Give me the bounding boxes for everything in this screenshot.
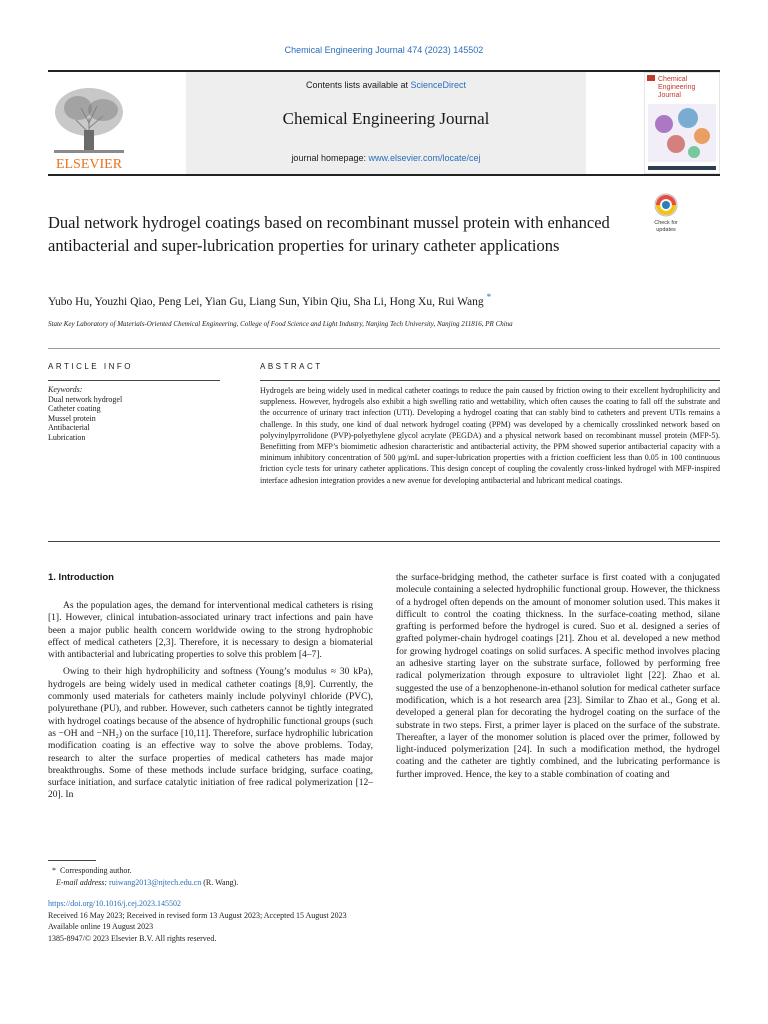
keywords-label: Keywords: [48, 385, 83, 394]
journal-header [48, 70, 720, 176]
journal-homepage-link[interactable]: www.elsevier.com/locate/cej [368, 153, 481, 163]
section-heading-introduction: 1. Introduction [48, 572, 114, 583]
check-updates-line-2: updates [656, 227, 676, 233]
journal-cover-image [644, 72, 720, 174]
footnote-divider [48, 860, 96, 861]
divider [48, 541, 720, 542]
keyword-item: Dual network hydrogel [48, 394, 123, 404]
email-note: E-mail address: ruiwang2013@njtech.edu.cn (R. Wang). [56, 878, 239, 887]
doi-link[interactable]: https://doi.org/10.1016/j.cej.2023.145502 [48, 899, 181, 908]
cover-title-line-1: Chemical [658, 76, 688, 83]
divider [48, 380, 220, 381]
corresponding-author-mark[interactable]: * [486, 292, 492, 303]
article-metadata [48, 898, 448, 944]
copyright: 1385-8947/© 2023 Elsevier B.V. All rights reserved. [48, 933, 217, 943]
keyword-item: Antibacterial [48, 423, 90, 432]
available-online: Available online 19 August 2023 [48, 922, 154, 931]
check-updates-line-1: Check for [654, 220, 678, 226]
journal-reference[interactable]: Chemical Engineering Journal 474 (2023) 145502 [284, 45, 484, 55]
journal-name: Chemical Engineering Journal [282, 109, 490, 128]
abstract-heading: ABSTRACT [260, 362, 323, 371]
sciencedirect-link[interactable]: ScienceDirect [410, 80, 467, 90]
article-info-heading: ARTICLE INFO [48, 362, 133, 371]
received-dates: Received 16 May 2023; Received in revised form 13 August 2023; Accepted 15 August 2023 [48, 910, 347, 920]
cover-title-line-3: Journal [658, 92, 681, 99]
elsevier-wordmark: ELSEVIER [55, 157, 123, 172]
email-link[interactable]: ruiwang2013@njtech.edu.cn [109, 878, 202, 887]
keyword-item: Mussel protein [48, 413, 96, 423]
body-paragraph: Owing to their high hydrophilicity and softness (Young’s modulus ≈ 30 kPa), hydrogels are being widely used in medical catheter coatings [8,9]. Currently, the commonly used materials for catheters mainly include polyvinyl chloride (PVC), polyurethane (PU), and rubber. However, such catheters cannot be tightly integrated with hydrogel coatings because of the absence of hydrophilic functional groups (such as −OH and −NH₂) on the surface [10,11]. Therefore, surface hydrophilic lubrication modification coating is an effective way to solve the above problems. Today, research to alter the surface properties of medical catheters has made major breakthroughs. Some of these methods include surface bridging, surface coating, surface initiation, and surface catalytic initiation of free radical polymerization [12–20]. In [48, 667, 373, 801]
body-column-right [396, 572, 720, 786]
cover-title-line-2: Engineering [658, 84, 696, 91]
body-column-left [48, 600, 373, 807]
journal-banner [186, 72, 586, 174]
article-title: Dual network hydrogel coatings based on recombinant mussel protein with enhanced antibacterial and super-lubrication properties for urinary catheter applications [48, 213, 610, 255]
body-paragraph: the surface-bridging method, the catheter surface is first coated with a conjugated molecule containing a selected hydrophilic functional group. However, the thickness of a hydrogel often depends on the amount of monomer solution used. This makes it difficult to control the coating thickness. In the surface-coating method, silane grafting is performed before the hydrogel is cured. Suo et al. designed a series of grafted polymer-chain hydrogel coatings [21]. Zhou et al. developed a new method for growing hydrogel coatings on solid surfaces. A specific method involves placing an adhesive starting layer on the substrate surface, followed by performing free radical polymerization through exposure to ultraviolet light [22]. Zhao et al. suggested the use of a benzophenone-in-ethanol solution for medical catheter surface modification, which is a hot research area [23]. Similar to Zhao et al., Gong et al. developed a general plan for decorating the hydrogel coating on the surface of the substrate in two steps. First, a primer layer is placed on the surface of the substrate. Thereafter, a layer of the monomer solution is placed over the primer, followed by light-induced polymerization [24]. In such a modification method, the hydrogel coating and the catheter are tightly combined, and the lubricating performance is further improved. Hence, the key to a stable combination of coating and [396, 573, 720, 780]
keyword-item: Catheter coating [48, 404, 101, 413]
divider [48, 348, 720, 349]
affiliation: State Key Laboratory of Materials-Oriented Chemical Engineering, College of Food Science and Light Industry, Nanjing Tech University, Nanjing 211816, PR China [48, 320, 513, 328]
contents-line: Contents lists available at ScienceDirect [305, 80, 467, 90]
check-for-updates-badge[interactable] [646, 192, 686, 234]
abstract-text: Hydrogels are being widely used in medical catheter coatings to reduce the pain caused by friction owing to their excellent hydrophilicity and suppleness. However, hydrogels also exhibit a high swelling ratio and wettability, which often causes the coating to fall off the substrate and the occurrence of urinary tract infection (UTI). Developing a hydrogel coating that can stably bind to catheters and prevent UTIs remains a challenge. In this study, one kind of dual network hydrogel coating (PPM) was developed by a chemically crosslinked network based on polyvinylpyrrolidone (PVP)-polyethylene glycol acrylate (PEGDA) and a physical network based on recombinant mussel protein (MFP-5). Benefitting from MFP’s biomimetic adhesion characteristic and antibacterial activity, the PPM showed superior antibacterial capacity with a minimum inhibitory concentration of 500 μg/mL and super-lubrication properties with a friction coefficient less than 0.05 in 100 continuous friction cycle tests for urinary catheter applications. This design concept of coupling the covalently cross-linked hydrogel with MFP-inspired interface adhesion integration provides a new avenue for developing antibacterial and lubricant medical coatings. [260, 386, 720, 485]
homepage-line: journal homepage: www.elsevier.com/locate/cej [291, 153, 481, 163]
author-list: Yubo Hu, Youzhi Qiao, Peng Lei, Yian Gu, Liang Sun, Yibin Qiu, Sha Li, Hong Xu, Rui Wang * [48, 292, 492, 308]
divider [260, 380, 720, 381]
keywords [48, 385, 218, 442]
elsevier-logo [48, 78, 130, 172]
keyword-item: Lubrication [48, 432, 86, 442]
body-paragraph: As the population ages, the demand for interventional medical catheters is rising [1]. However, clinical intubation-associated urinary tract infections and pain have been a major public health concern worldwide owing to the strong hydrophobic effect of medical catheters [2,3]. Therefore, it is necessary to design a biomaterial with antibacterial and lubricating properties to solve this problem [4–7]. [48, 601, 373, 661]
corresponding-author-note: * Corresponding author. [48, 866, 132, 875]
footnote [48, 865, 378, 889]
